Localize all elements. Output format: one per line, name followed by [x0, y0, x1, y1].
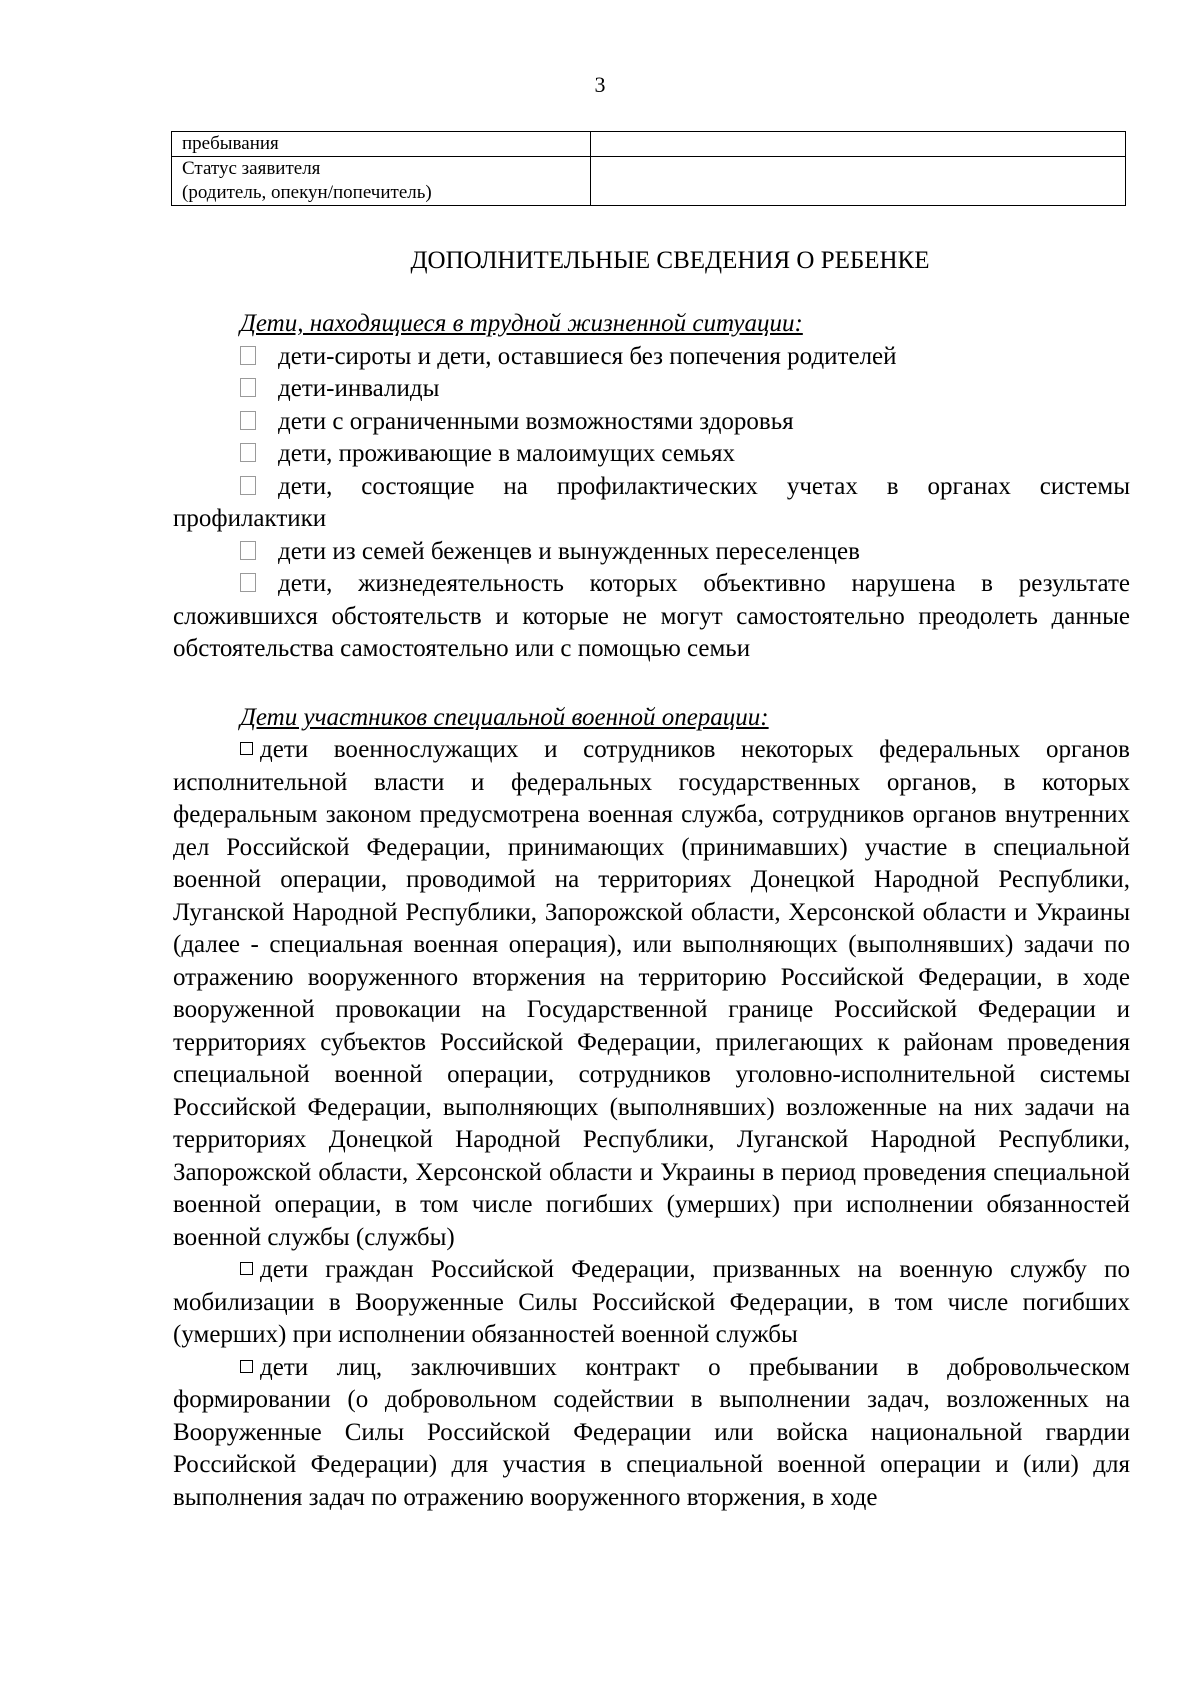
list-item	[173, 438, 1130, 471]
applicant-info-table	[171, 131, 1126, 206]
checkbox-icon[interactable]	[240, 541, 256, 560]
list-item-text: дети с ограниченными возможностями здоровья	[278, 407, 794, 435]
table-cell-value[interactable]	[591, 157, 1126, 206]
list-item	[173, 406, 1130, 439]
list-item	[173, 341, 1130, 374]
checkbox-icon[interactable]	[240, 1360, 253, 1373]
list-item-text: дети-инвалиды	[278, 375, 440, 402]
list-item	[173, 373, 1130, 406]
table-cell-label: пребывания	[172, 132, 591, 157]
difficult-situation-heading: Дети, находящиеся в трудной жизненной ситуации:	[240, 310, 803, 337]
list-item-text: дети, жизнедеятельность которых объективно нарушена в результате сложившихся обстоятельств и которые не могут самостоятельно преодолеть данные обстоятельства самостоятельно или с помощью семьи	[173, 570, 1130, 662]
document-body	[173, 308, 1130, 1514]
applicant-status-hint: (родитель, опекун/попечитель)	[182, 182, 432, 203]
list-item-text: дети, проживающие в малоимущих семьях	[278, 440, 736, 467]
svo-heading: Дети участников специальной военной операции:	[240, 703, 769, 731]
spacer	[173, 666, 1130, 702]
section-title: ДОПОЛНИТЕЛЬНЫЕ СВЕДЕНИЯ О РЕБЕНКЕ	[410, 247, 930, 274]
checkbox-icon[interactable]	[240, 573, 256, 592]
list-item	[173, 1352, 1130, 1515]
checkbox-icon[interactable]	[240, 1262, 253, 1275]
page-number: 3	[594, 72, 606, 97]
list-item-text: дети-сироты и дети, оставшиеся без попечения родителей	[278, 342, 897, 370]
table-row	[172, 132, 1126, 157]
applicant-status-label: Статус заявителя	[182, 158, 321, 179]
checkbox-icon[interactable]	[240, 476, 256, 495]
table-cell-value[interactable]	[591, 132, 1126, 157]
list-item-text: дети военнослужащих и сотрудников некоторых федеральных органов исполнительной власти и федеральных государственных органов, в которых федеральным законом предусмотрена военная служба, сотрудников органов внутренних дел Российской Федерации, принимающих (принимавших) участие в специальной военной операции, проводимой на территориях Донецкой Народной Республики, Луганской Народной Республики, Запорожской области, Херсонской области и Украины (далее - специальная военная операция), или выполняющих (выполнявших) задачи по отражению вооруженного вторжения на территорию Российской Федерации, в ходе вооруженной провокации на Государственной границе Российской Федерации и территориях субъектов Российской Федерации, прилегающих к районам проведения специальной военной операции, сотрудников уголовно-исполнительной системы Российской Федерации, выполняющих (выполнявших) возложенные на них задачи на территориях Донецкой Народной Республики, Луганской Народной Республики, Запорожской области, Херсонской области и Украины в период проведения специальной военной операции, в том числе погибших (умерших) при исполнении обязанностей военной службы (службы)	[173, 736, 1130, 1251]
list-item	[173, 1254, 1130, 1352]
list-item	[173, 536, 1130, 569]
checkbox-icon[interactable]	[240, 411, 256, 430]
list-item-text: дети граждан Российской Федерации, призванных на военную службу по мобилизации в Вооруженные Силы Российской Федерации, в том числе погибших (умерших) при исполнении обязанностей военной службы	[173, 1256, 1130, 1348]
list-item	[173, 568, 1130, 666]
table-row	[172, 157, 1126, 206]
list-item	[173, 471, 1130, 536]
list-item-text: дети, состоящие на профилактических учетах в органах системы профилактики	[173, 472, 1130, 532]
checkbox-icon[interactable]	[240, 378, 256, 397]
list-item-text: дети лиц, заключивших контракт о пребывании в добровольческом формировании (о добровольном содействии в выполнении задач, возложенных на Вооруженные Силы Российской Федерации или войска национальной гвардии Российской Федерации) для участия в специальной военной операции и (или) для выполнения задач по отражению вооруженного вторжения, в ходе	[173, 1353, 1130, 1511]
table-cell-label	[172, 157, 591, 206]
list-item	[173, 734, 1130, 1254]
checkbox-icon[interactable]	[240, 346, 256, 365]
list-item-text: дети из семей беженцев и вынужденных переселенцев	[278, 537, 860, 565]
checkbox-icon[interactable]	[240, 443, 256, 462]
checkbox-icon[interactable]	[240, 742, 253, 755]
